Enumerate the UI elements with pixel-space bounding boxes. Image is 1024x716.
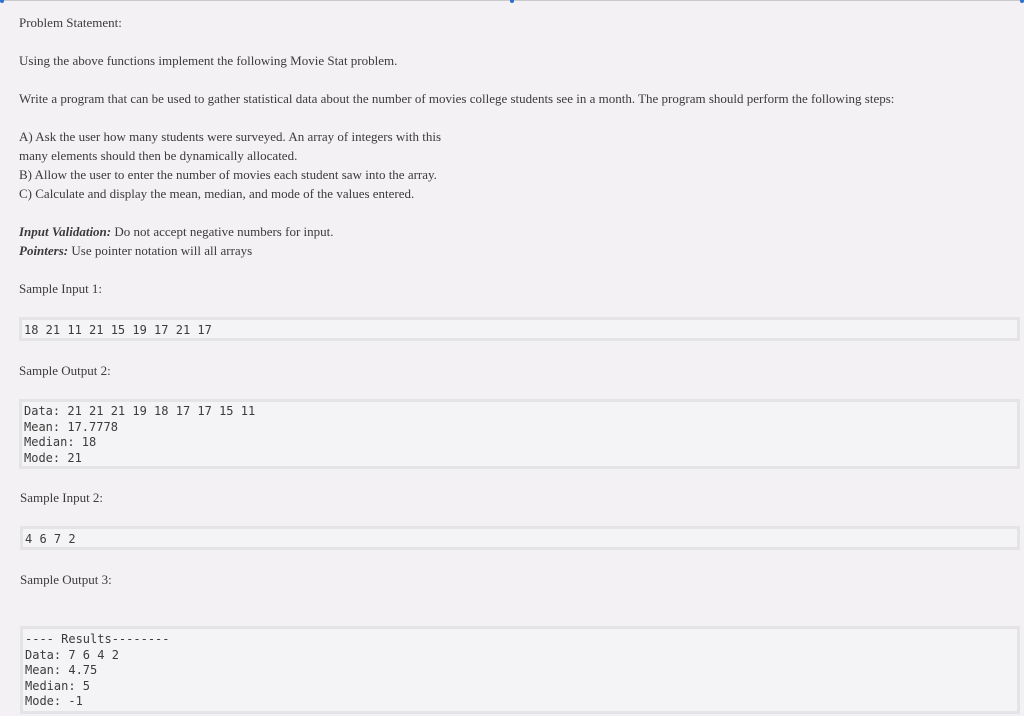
code-line: Mean: 17.7778 bbox=[24, 419, 118, 434]
selection-marker-right bbox=[1020, 0, 1024, 3]
code-line: Median: 5 bbox=[25, 678, 91, 693]
step-b: B) Allow the user to enter the number of movies each student saw into the array. bbox=[19, 167, 437, 182]
code-line: Data: 7 6 4 2 bbox=[25, 647, 119, 662]
sample-input-1-code-block bbox=[19, 317, 1020, 341]
code-line: Mode: 21 bbox=[24, 450, 82, 465]
step-c: C) Calculate and display the mean, median, and mode of the values entered. bbox=[19, 186, 415, 201]
sample-output-3-code-block bbox=[20, 626, 1020, 714]
problem-heading: Problem Statement: bbox=[19, 15, 122, 30]
step-a-line-1: A) Ask the user how many students were surveyed. An array of integers with this bbox=[19, 129, 442, 144]
code-line: 18 21 11 21 15 19 17 21 17 bbox=[24, 323, 212, 337]
code-line: ---- Results-------- bbox=[25, 632, 170, 646]
pointers-note bbox=[19, 241, 252, 260]
input-validation-label: Input Validation: bbox=[19, 224, 112, 239]
selection-marker-left bbox=[0, 0, 4, 3]
sample-input-2-title: Sample Input 2: bbox=[20, 490, 104, 505]
pointers-label: Pointers: bbox=[19, 243, 69, 258]
selection-marker-center bbox=[510, 0, 514, 3]
code-line: Median: 18 bbox=[24, 435, 97, 449]
sample-input-1-title: Sample Input 1: bbox=[19, 281, 103, 296]
step-a-line-2: many elements should then be dynamically allocated. bbox=[19, 148, 298, 163]
problem-description: Write a program that can be used to gather statistical data about the number of movies college students see in a month. The program should perform the following steps: bbox=[19, 91, 895, 106]
input-validation-note bbox=[19, 222, 334, 241]
pointers-text: Use pointer notation will all arrays bbox=[68, 243, 253, 258]
sample-output-2-code-block bbox=[19, 399, 1020, 469]
sample-input-2-code-block bbox=[20, 526, 1020, 550]
code-line: Mode: -1 bbox=[25, 694, 83, 708]
code-line: Data: 21 21 21 19 18 17 17 15 11 bbox=[24, 404, 256, 418]
code-line: Mean: 4.75 bbox=[25, 663, 98, 677]
code-line: 4 6 7 2 bbox=[25, 532, 76, 546]
problem-intro: Using the above functions implement the following Movie Stat problem. bbox=[19, 53, 398, 68]
sample-output-3-title: Sample Output 3: bbox=[20, 572, 112, 587]
input-validation-text: Do not accept negative numbers for input. bbox=[111, 224, 334, 239]
sample-output-2-title: Sample Output 2: bbox=[19, 363, 111, 378]
